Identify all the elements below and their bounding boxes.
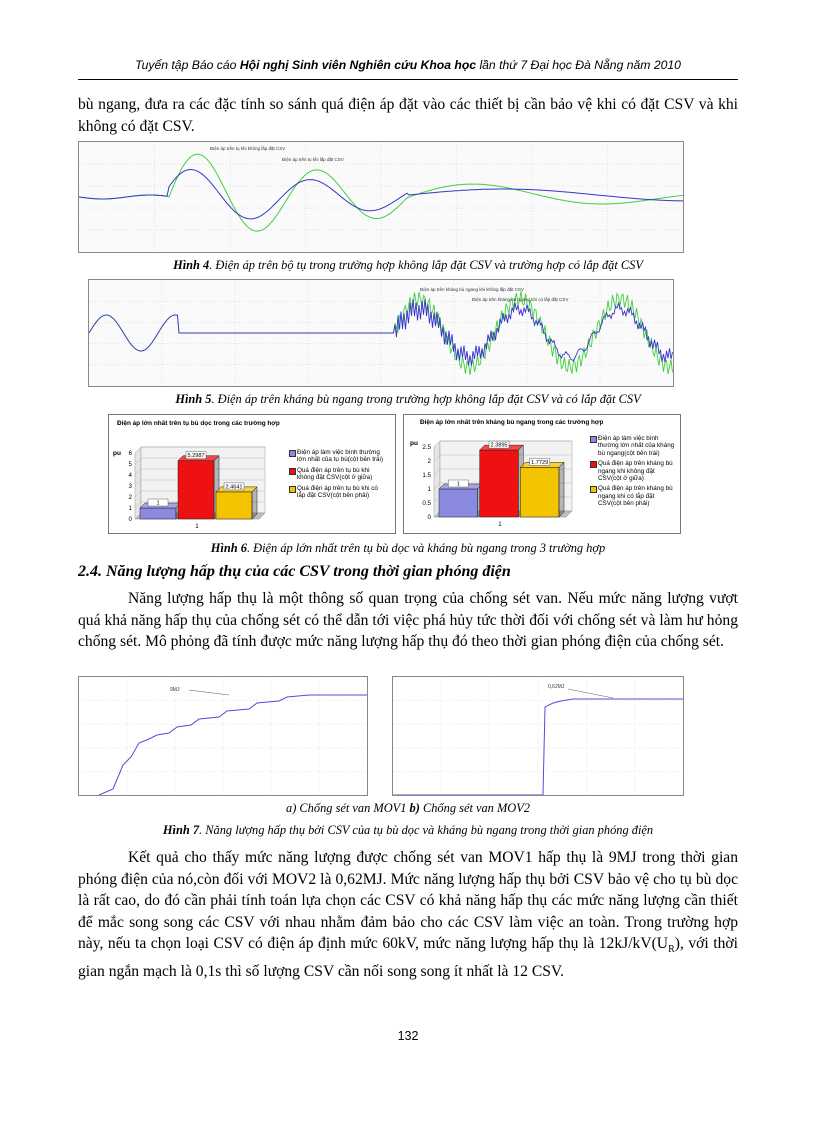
- figure-4-annotation-green: Điện áp trên tụ khi không lắp đặt CSV: [210, 146, 286, 151]
- page-number: 132: [397, 1029, 419, 1043]
- chart-y-axis-label: pu: [410, 440, 418, 447]
- chart-data-label: 2.3895: [490, 442, 508, 449]
- chart-data-label: 1.7729: [531, 459, 549, 466]
- figure-7-subcaptions: a) Chống sét van MOV1 b) Chống sét van MOV2: [286, 801, 530, 815]
- figure-7a-plot: [79, 677, 367, 795]
- figure-7a-energy-plot: [78, 676, 368, 796]
- chart-data-label: 5.2987: [187, 453, 205, 460]
- chart-y-tick-label: 6: [128, 450, 132, 457]
- chart-bar-2-front: [178, 461, 214, 519]
- figure-5-oscillogram: [88, 279, 674, 387]
- chart-2-legend: [590, 435, 676, 511]
- results-paragraph: Kết quả cho thấy mức năng lượng được chống sét van MOV1 hấp thụ là 9MJ trong thời gian phóng điện của nó,còn đối với MOV2 là 0,62MJ. Mức năng lượng hấp thụ bởi CSV bảo vệ cho tụ bù dọc là rất cao, do đó cần phải tính toán lựa chọn các CSV có khả năng hấp thụ các mức năng lượng cần thiết để mắc song song các CSV với nhau nhằm đảm bảo cho các CSV làm việc an toàn. Trong trường hợp này, nếu ta chọn loại CSV có điện áp định mức 60kV, mức năng lượng hấp thụ là $12kJ/kV(U_R)$, với thời gian ngắn mạch là 0,1s thì số lượng CSV cần nối song song ít nhất là 12 CSV.: [78, 849, 738, 981]
- chart-x-tick-label: 1: [498, 521, 502, 528]
- chart-y-tick-label: 1.5: [422, 472, 431, 479]
- chart-1-legend-item-3: Quá điện áp trên tụ bù khi có lắp đặt CSV(cột bên phải): [289, 485, 385, 500]
- chart-y-tick-label: 1: [128, 505, 132, 512]
- chart-data-label: 1: [156, 500, 160, 507]
- figure-7a-energy-trace: [99, 695, 367, 795]
- chart-bar-2: [480, 442, 524, 517]
- figure-4-annotation-blue: Điện áp trên tụ khi lắp đặt CSV: [282, 157, 344, 162]
- figure-7b-plot: [393, 677, 683, 795]
- chart-data-label: 2.4641: [225, 484, 243, 491]
- chart-y-axis-label: pu: [113, 450, 121, 457]
- chart-bar-3-front: [216, 492, 252, 519]
- chart-2-plot: [404, 415, 586, 533]
- chart-bar-1-front: [439, 489, 478, 517]
- figure-5-annotation-blue: Điện áp trên kháng bù ngang khi có lắp đặt CSV: [472, 297, 569, 302]
- chart-bar-3: [520, 459, 564, 517]
- chart-bar-3-front: [520, 467, 559, 517]
- figure-7b-annotation: 0,62MJ: [548, 684, 565, 690]
- figure-4-trace-without-csv: [79, 154, 683, 231]
- chart-y-tick-label: 3: [128, 483, 132, 490]
- chart-data-label: 1: [456, 481, 460, 488]
- chart-1-legend: [289, 449, 385, 502]
- chart-y-tick-label: 2: [128, 494, 132, 501]
- figure-6-chart-series-capacitor: [108, 414, 396, 534]
- chart-1-legend-item-2: Quá điện áp trên tụ bù khi không đặt CSV(cột ở giữa): [289, 467, 385, 482]
- figure-5-caption: Hình 5. Điện áp trên kháng bù ngang trong trường hợp không lắp đặt CSV và có lắp đặt CSV: [175, 392, 641, 406]
- running-header: Tuyển tập Báo cáo Hội nghị Sinh viên Nghiên cứu Khoa học lần thứ 7 Đại học Đà Nẵng năm 2010: [135, 58, 681, 72]
- chart-bar-3-side: [252, 487, 257, 519]
- chart-y-tick-label: 5: [128, 461, 132, 468]
- chart-bar-3: [216, 487, 257, 519]
- chart-bar-3-side: [559, 462, 564, 517]
- chart-y-tick-label: 4: [128, 472, 132, 479]
- chart-1-legend-item-1: Điện áp làm việc bình thường lớn nhất của tụ bù(cột bên trái): [289, 449, 385, 464]
- figure-7-caption: Hình 7. Năng lượng hấp thụ bởi CSV của tụ bù dọc và kháng bù ngang trong thời gian phóng điện: [162, 823, 654, 837]
- chart-2-legend-item-2: Quá điện áp trên kháng bù ngang khi không đặt CSV(cột ở giữa): [590, 460, 676, 482]
- figure-6-chart-shunt-reactor: [403, 414, 681, 534]
- chart-2-legend-item-1: Điện áp làm việc bình thường lớn nhất của kháng bù ngang(cột bên trái): [590, 435, 676, 457]
- figure-7b-annotation-arrow: [568, 689, 613, 698]
- header-rule: [78, 79, 738, 80]
- chart-y-tick-label: 0: [128, 516, 132, 523]
- figure-7a-annotation: 9MJ: [170, 687, 180, 693]
- intro-paragraph: bù ngang, đưa ra các đặc tính so sánh quá điện áp đặt vào các thiết bị cần bảo vệ khi có đặt CSV và khi không có đặt CSV.: [78, 96, 738, 135]
- section-heading: 2.4. Năng lượng hấp thụ của các CSV trong thời gian phóng điện: [78, 563, 511, 580]
- chart-bar-2-front: [480, 450, 519, 517]
- section-paragraph: Năng lượng hấp thụ là một thông số quan trọng của chống sét van. Nếu mức năng lượng vượt quá khả năng hấp thụ của chống sét có thể dẫn tới việc phá hủy tức thời đối với chống sét và làm hư hỏng chống sét. Mô phỏng đã tính được mức năng lượng hấp thụ đó theo thời gian phóng điện của chống sét.: [78, 590, 738, 651]
- chart-1-title: Điện áp lớn nhất trên tụ bù dọc trong các trường hợp: [117, 420, 280, 427]
- chart-2-legend-item-3: Quá điện áp trên kháng bù ngang khi có lắp đặt CSV(cột bên phải): [590, 485, 676, 507]
- figure-7b-energy-plot: [392, 676, 684, 796]
- figure-5-annotation-green: Điện áp trên kháng bù ngang khi không lắp đặt CSV: [420, 287, 524, 292]
- chart-bar-1: [439, 481, 483, 517]
- chart-1-plot: [109, 415, 289, 533]
- figure-4-caption: Hình 4. Điện áp trên bộ tụ trong trường hợp không lắp đặt CSV và trường hợp có lắp đặt CSV: [173, 258, 643, 272]
- chart-bar-2: [178, 456, 219, 519]
- chart-y-tick-label: 2.5: [422, 444, 431, 451]
- chart-y-tick-label: 2: [427, 458, 431, 465]
- figure-6-caption: Hình 6. Điện áp lớn nhất trên tụ bù dọc và kháng bù ngang trong 3 trường hợp: [210, 541, 606, 555]
- chart-y-tick-label: 0: [427, 514, 431, 521]
- chart-y-tick-label: 0.5: [422, 500, 431, 507]
- figure-5-plot: [89, 280, 673, 386]
- chart-x-tick-label: 1: [195, 523, 199, 530]
- figure-4-plot: [79, 142, 683, 252]
- chart-2-title: Điện áp lớn nhất trên kháng bù ngang trong các trường hợp: [420, 419, 604, 426]
- chart-bar-1-front: [140, 508, 176, 519]
- figure-4-oscillogram: [78, 141, 684, 253]
- chart-y-tick-label: 1: [427, 486, 431, 493]
